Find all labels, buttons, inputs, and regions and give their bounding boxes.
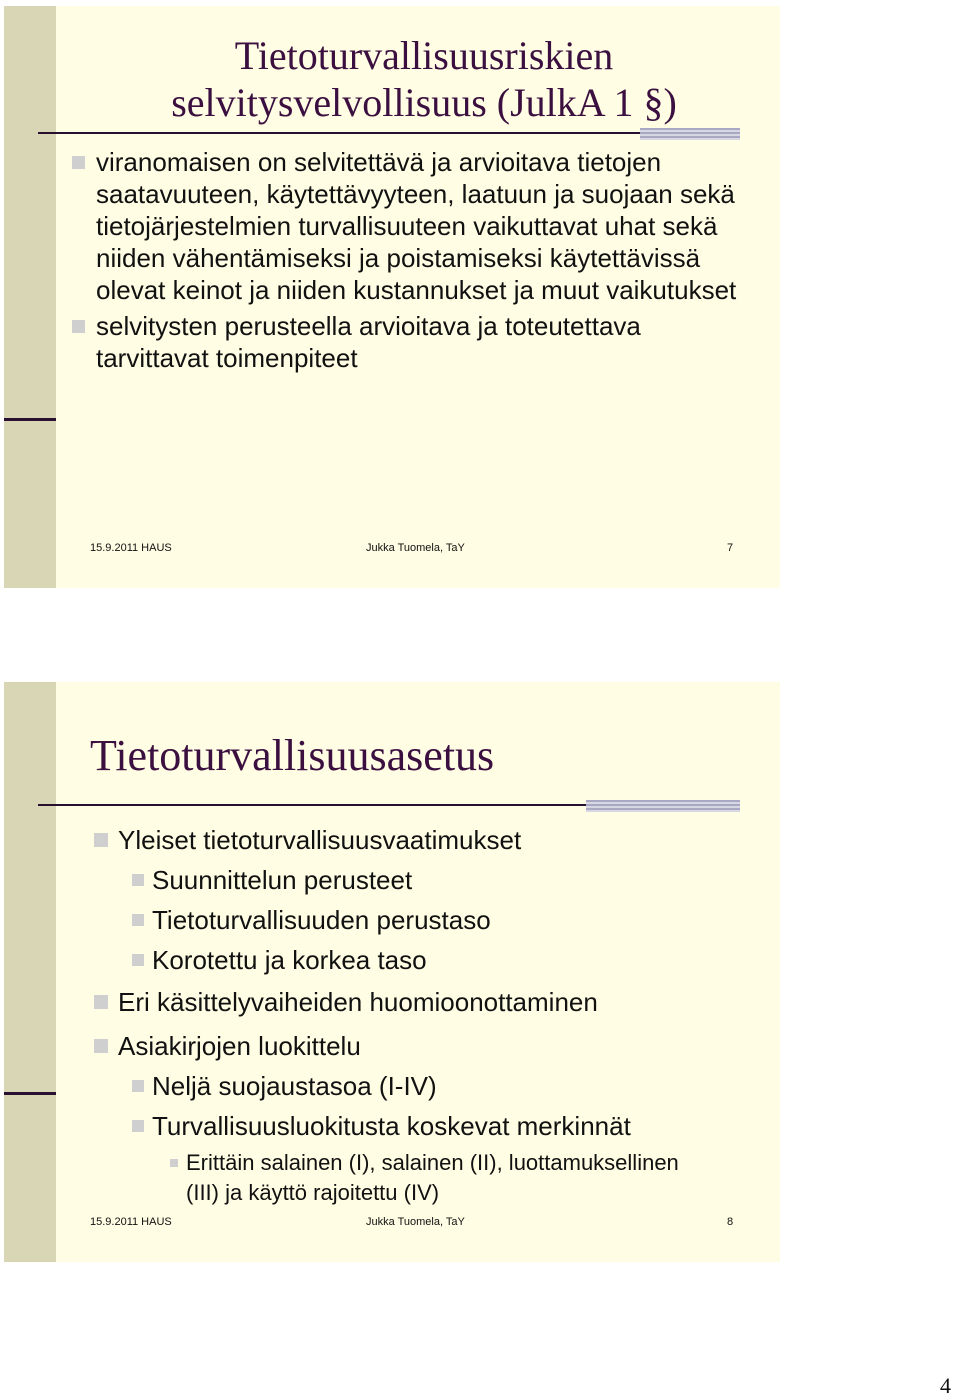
list-item-text: Yleiset tietoturvallisuusvaatimukset (118, 825, 522, 855)
square-bullet-icon (132, 1120, 144, 1132)
list-item-text: Asiakirjojen luokittelu (118, 1031, 361, 1061)
list-item-text: viranomaisen on selvitettävä ja arvioitava tietojen saatavuuteen, käytettävyyteen, laatuun ja suojaan sekä tietojärjestelmien turvallisuuteen vaikuttavat uhat sekä niiden vähentämiseksi ja poistamiseksi käytettävissä olevat keinot ja niiden kustannukset ja muut vaikutukset (96, 147, 737, 305)
list-item (152, 940, 748, 980)
list-item-text: Suunnittelun perusteet (152, 865, 413, 895)
list-item (152, 1106, 748, 1146)
list-item (186, 1148, 686, 1208)
side-bar-marker (4, 1092, 56, 1095)
list-item-text: Erittäin salainen (I), salainen (II), luottamuksellinen (III) ja käyttö rajoitettu (IV) (186, 1150, 679, 1205)
list-item-text: Turvallisuusluokitusta koskevat merkinnät (152, 1111, 631, 1141)
slide-number: 7 (727, 542, 734, 554)
title-divider-accent (640, 128, 740, 140)
footer-author: Jukka Tuomela, TaY (366, 542, 465, 554)
square-bullet-icon (72, 320, 85, 333)
list-item (152, 860, 748, 900)
list-item-text: selvitysten perusteella arvioitava ja toteutettava tarvittavat toimenpiteet (96, 311, 641, 373)
list-item (152, 900, 748, 940)
square-bullet-icon (170, 1159, 178, 1167)
list-item (96, 310, 746, 374)
square-bullet-icon (72, 156, 85, 169)
list-item-text: Neljä suojaustasoa (I-IV) (152, 1071, 437, 1101)
list-item-text: Eri käsittelyvaiheiden huomioonottaminen (118, 987, 598, 1017)
slide-title: Tietoturvallisuusriskien selvitysvelvollisuus (JulkA 1 §) (171, 33, 677, 125)
square-bullet-icon (132, 914, 144, 926)
footer-date: 15.9.2011 HAUS (90, 542, 172, 554)
list-item-text: Korotettu ja korkea taso (152, 945, 427, 975)
slide-title: Tietoturvallisuusasetus (90, 731, 495, 780)
title-divider-accent (586, 800, 740, 812)
title-divider (38, 132, 740, 134)
list-item-text: Tietoturvallisuuden perustaso (152, 905, 491, 935)
list-item (152, 1066, 748, 1106)
list-item (118, 820, 748, 860)
slide-7 (4, 6, 780, 588)
bullet-list (96, 146, 746, 374)
slide-side-bar (4, 6, 56, 588)
slide-side-bar (4, 682, 56, 1262)
footer-author: Jukka Tuomela, TaY (366, 1216, 465, 1228)
side-bar-marker (4, 418, 56, 421)
footer-date: 15.9.2011 HAUS (90, 1216, 172, 1228)
square-bullet-icon (132, 1080, 144, 1092)
list-item (118, 982, 748, 1022)
square-bullet-icon (94, 995, 108, 1009)
square-bullet-icon (94, 833, 108, 847)
document-page-number: 4 (940, 1373, 951, 1398)
slide-number: 8 (727, 1216, 734, 1228)
square-bullet-icon (132, 874, 144, 886)
slide-8 (4, 682, 780, 1262)
square-bullet-icon (94, 1039, 108, 1053)
square-bullet-icon (132, 954, 144, 966)
list-item (96, 146, 746, 306)
list-item (118, 1026, 748, 1066)
bullet-list (118, 820, 748, 1208)
